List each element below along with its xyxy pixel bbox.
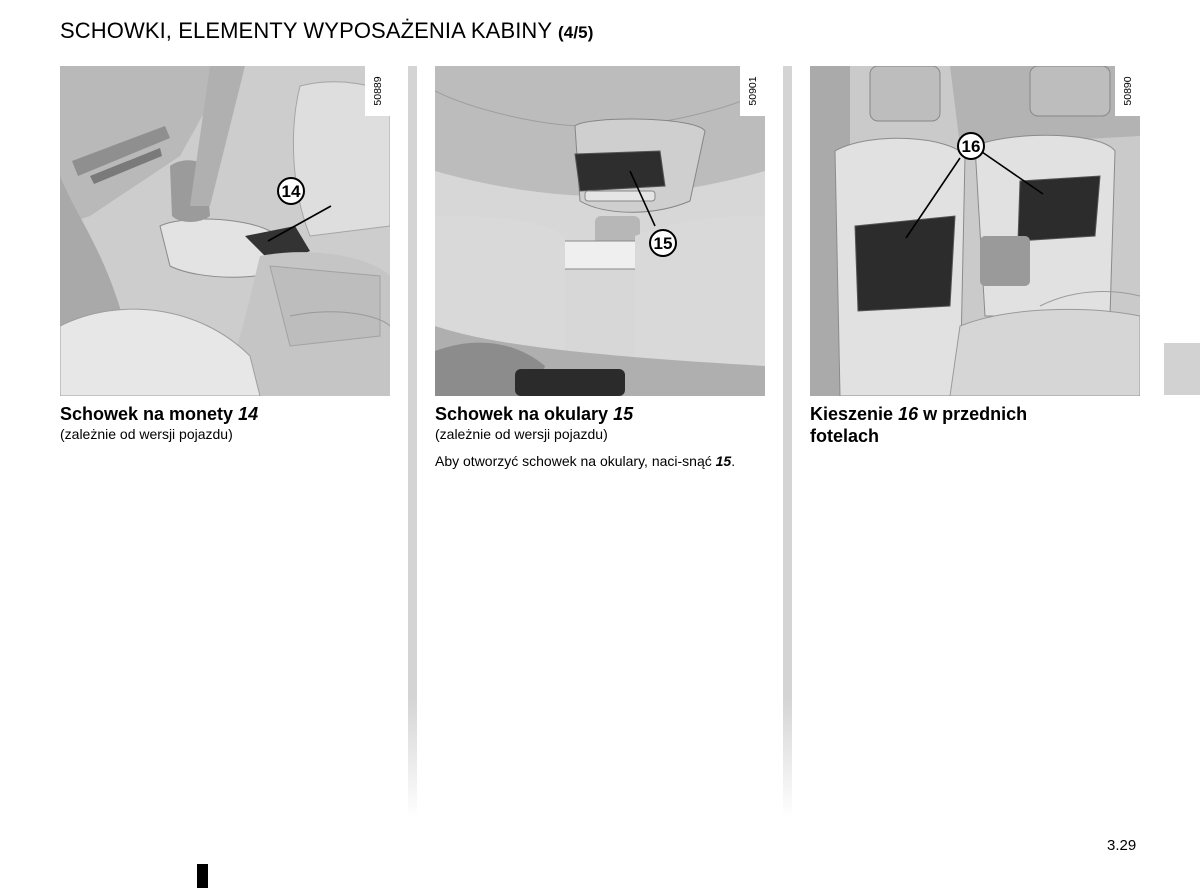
- figure-ref-tab: [365, 66, 390, 116]
- callout-16: 16: [961, 137, 981, 156]
- body-text-end: .: [731, 453, 736, 469]
- section-title-text: Schowek na monety: [60, 404, 234, 424]
- page-part-indicator: (4/5): [558, 23, 594, 42]
- section-title-number: 16: [898, 404, 919, 424]
- section-subtitle: (zależnie od wersji pojazdu): [60, 426, 233, 442]
- figure-coin-holder: [60, 66, 390, 396]
- page-title-text: SCHOWKI, ELEMENTY WYPOSAŻENIA KABINY: [60, 18, 552, 43]
- column-divider-1: [408, 66, 417, 818]
- section-title-number: 15: [613, 404, 634, 424]
- callout-15: 15: [653, 234, 673, 253]
- figure-ref-tab: [1115, 66, 1140, 116]
- callout-14: 14: [281, 182, 301, 201]
- section-body-text: [435, 452, 765, 471]
- figure-seat-pockets: [810, 66, 1140, 396]
- section-side-tab: [1164, 343, 1200, 395]
- page-title: [60, 18, 593, 44]
- column-divider-2: [783, 66, 792, 818]
- section-title-coin-holder: [60, 403, 258, 425]
- section-title-number: 14: [238, 404, 259, 424]
- figure-code: 50889: [371, 76, 384, 106]
- figure-code: 50901: [746, 76, 759, 106]
- section-title-text: Schowek na okulary: [435, 404, 609, 424]
- section-title-text: Kieszenie: [810, 404, 894, 424]
- corner-mark: [197, 864, 208, 888]
- section-title-glasses-holder: [435, 403, 633, 425]
- roof-console-illustration: [435, 66, 765, 396]
- figure-glasses-holder: [435, 66, 765, 396]
- section-title-text-after: w przednich: [923, 404, 1028, 424]
- section-title-seat-pockets: [810, 403, 1027, 447]
- body-text-start: Aby otworzyć schowek na okulary, naci-snąć: [435, 453, 712, 469]
- seat-back-illustration: [810, 66, 1140, 396]
- page-number: 3.29: [1107, 837, 1137, 854]
- body-text-number: 15: [715, 453, 732, 469]
- section-title-line2: fotelach: [810, 426, 880, 446]
- center-console-illustration: [60, 66, 390, 396]
- figure-code: 50890: [1121, 76, 1134, 106]
- figure-ref-tab: [740, 66, 765, 116]
- section-subtitle: (zależnie od wersji pojazdu): [435, 426, 608, 442]
